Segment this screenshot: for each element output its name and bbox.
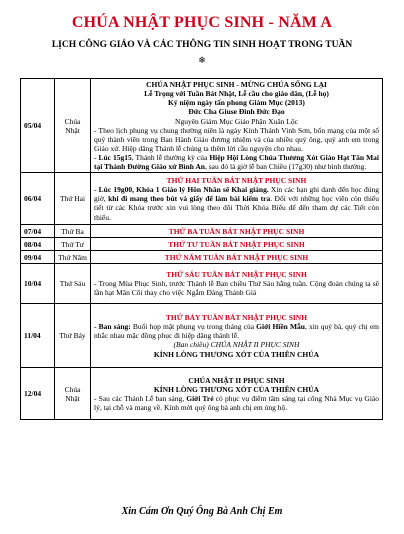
note-text: Xin các bạn ghi danh đến học đúng giờ, bbox=[94, 185, 379, 204]
content-cell bbox=[91, 368, 383, 420]
date-cell: 11/04 bbox=[21, 304, 55, 368]
table-row bbox=[21, 225, 383, 238]
event-line: (Ban chiều) CHÚA NHẬT II PHỤC SINH bbox=[173, 340, 300, 350]
note-text: - Sau các Thánh Lễ ban sáng, bbox=[94, 393, 187, 403]
event-title: THỨ BA TUẦN BÁT NHẬT PHỤC SINH bbox=[91, 225, 383, 238]
day-cell: Thứ Hai bbox=[55, 173, 91, 225]
day-cell: Thứ Năm bbox=[55, 251, 91, 264]
event-line: Đức Cha Giuse Đinh Đức Đạo bbox=[188, 107, 285, 117]
event-title: CHÚA NHẬT II PHỤC SINH bbox=[188, 375, 285, 385]
table-row bbox=[21, 251, 383, 264]
table-row bbox=[21, 264, 383, 304]
note-time: - Lúc 15g15 bbox=[94, 153, 132, 163]
event-note bbox=[94, 185, 379, 222]
event-line: KÍNH LÒNG THƯƠNG XÓT CỦA THIÊN CHÚA bbox=[153, 349, 320, 359]
page-subtitle: LỊCH CÔNG GIÁO VÀ CÁC THÔNG TIN SINH HOẠT TRONG TUẦN bbox=[51, 40, 353, 50]
note-highlight: - Ban sáng: bbox=[94, 322, 131, 332]
event-title: CHÚA NHẬT PHỤC SINH - MỪNG CHÚA SỐNG LẠI bbox=[146, 80, 327, 89]
date-cell: 10/04 bbox=[21, 264, 55, 304]
event-line: Nguyên Giám Mục Giáo Phận Xuân Lộc bbox=[175, 116, 298, 126]
event-title: THỨ HAI TUẦN BÁT NHẬT PHỤC SINH bbox=[166, 176, 307, 186]
event-note bbox=[94, 153, 379, 171]
table-row bbox=[21, 304, 383, 368]
day-cell: Thứ Tư bbox=[55, 238, 91, 251]
note-highlight: Hiệp Hội Lòng Chúa Thương Xót Giáo Hạt Tân Mai tại Thánh Đường Giáo xứ Bình An bbox=[94, 153, 380, 172]
table-row bbox=[21, 79, 383, 173]
event-note: - Theo lịch phụng vụ chung thường niên là ngày Kính Thánh Vinh Sơn, bổn mạng của một số quý thành viên trong Ban Hành Giáo đương nhiệm và của nhiều quý ông, quý anh em trong Giáo xứ. Hiệp dâng Thánh lễ chúng ta thêm lời cầu nguyện cho nhau. bbox=[94, 125, 379, 153]
table-row bbox=[21, 173, 383, 225]
day-cell: Thứ Ba bbox=[55, 225, 91, 238]
note-text: . Đối với những học viên còn thiếu tiết từ các Khóa trước xin vui lòng theo dõi Thời Khóa Biểu để đến tham dự các Tiết còn thiếu. bbox=[94, 194, 379, 222]
date-cell: 12/04 bbox=[21, 368, 55, 420]
content-cell bbox=[91, 264, 383, 304]
content-cell bbox=[91, 173, 383, 225]
event-note bbox=[94, 394, 379, 412]
content-cell bbox=[91, 304, 383, 368]
note-text: , Thánh lễ thường kỳ của bbox=[131, 153, 210, 163]
day-cell: Thứ Sáu bbox=[55, 264, 91, 304]
content-cell bbox=[91, 79, 383, 173]
date-cell: 08/04 bbox=[21, 238, 55, 251]
note-text: , sau đó là giờ lễ ban Chiều (17g30) như bình thường. bbox=[204, 162, 367, 172]
note-highlight: khi đi mang theo bút và giấy để làm bài kiểm tra bbox=[108, 194, 271, 204]
note-highlight: Giới Trẻ bbox=[186, 393, 214, 403]
schedule-table bbox=[20, 78, 383, 420]
note-text: , xin quý bà, quý chị em nhắc nhau mặc đồng phục đi hiệp dâng thánh lễ. bbox=[94, 322, 379, 341]
event-line: KÍNH LÒNG THƯƠNG XÓT CỦA THIÊN CHÚA bbox=[153, 384, 320, 394]
event-note bbox=[94, 322, 379, 340]
event-title: THỨ BẢY TUẦN BÁT NHẬT PHỤC SINH bbox=[165, 313, 308, 323]
table-row bbox=[21, 238, 383, 251]
snowflake-icon: ❄ bbox=[198, 55, 206, 65]
event-title: THỨ TƯ TUẦN BÁT NHẬT PHỤC SINH bbox=[91, 238, 383, 251]
day-cell: Chúa Nhật bbox=[55, 368, 91, 420]
event-title: THỨ NĂM TUẦN BÁT NHẬT PHỤC SINH bbox=[91, 251, 383, 264]
footer-thanks: Xin Cám Ơn Quý Ông Bà Anh Chị Em bbox=[121, 506, 283, 517]
date-cell: 09/04 bbox=[21, 251, 55, 264]
event-line: Lễ Trọng với Tuần Bát Nhật, Lễ cầu cho giáo dân, (Lễ họ) bbox=[144, 89, 329, 99]
table-row bbox=[21, 368, 383, 420]
event-title: THỨ SÁU TUẦN BÁT NHẬT PHỤC SINH bbox=[166, 270, 307, 280]
event-note: - Trong Mùa Phục Sinh, trước Thánh lễ Ban chiều Thứ Sáu hằng tuần. Cộng đoàn chúng ta sẽ lần hạt Mân Côi thay cho việc Ngắm Đàng Thánh Giá bbox=[94, 279, 379, 298]
day-cell: Chúa Nhật bbox=[55, 79, 91, 173]
date-cell: 05/04 bbox=[21, 79, 55, 173]
day-cell: Thứ Bảy bbox=[55, 304, 91, 368]
note-text: Buổi họp mặt phụng vụ trong tháng của bbox=[130, 322, 257, 332]
note-text: có phục vụ điểm tâm sáng tại cổng Nhà Mục vụ Giáo lý, tại chỗ và mang về. Kính mời quý ông bà anh chị em ủng hộ. bbox=[94, 393, 380, 413]
date-cell: 07/04 bbox=[21, 225, 55, 238]
page-title: CHÚA NHẬT PHỤC SINH - NĂM A bbox=[71, 14, 333, 31]
note-highlight: Giới Hiền Mẫu bbox=[256, 322, 305, 332]
date-cell: 06/04 bbox=[21, 173, 55, 225]
event-line: Kỷ niệm ngày tấn phong Giám Mục (2013) bbox=[168, 98, 305, 108]
note-highlight: - Lúc 19g00, Khóa 1 Giáo lý Hôn Nhân sẽ Khai giảng. bbox=[94, 185, 269, 195]
